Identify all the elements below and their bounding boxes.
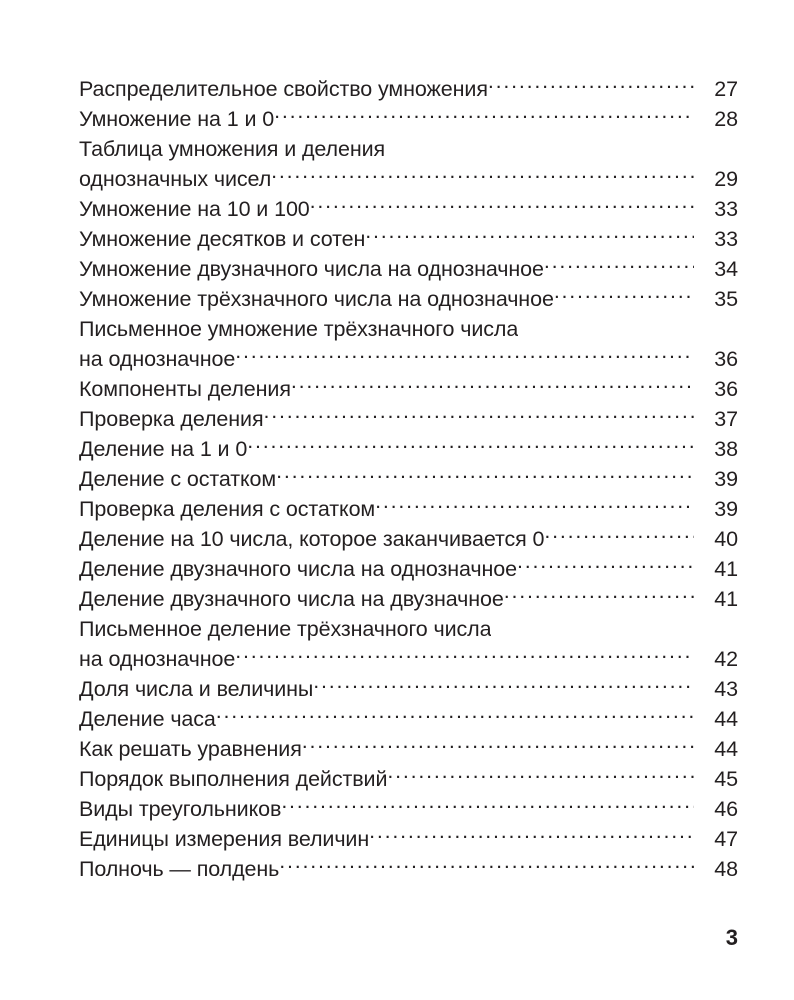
toc-entry-title: Умножение десятков и сотен bbox=[79, 227, 366, 251]
toc-entry-title: Распределительное свойство умножения bbox=[79, 77, 488, 101]
toc-dot-leader bbox=[302, 726, 694, 756]
toc-dot-leader bbox=[518, 306, 694, 336]
toc-entry-page-number: 39 bbox=[714, 467, 738, 491]
toc-dot-leader bbox=[385, 126, 694, 156]
toc-dot-leader bbox=[544, 516, 694, 546]
toc-entry-page-number: 36 bbox=[714, 347, 738, 371]
toc-entry-title: Полночь — полдень bbox=[79, 857, 280, 881]
toc-entry-title: Умножение на 10 и 100 bbox=[79, 197, 310, 221]
toc-entry-page-number: 44 bbox=[714, 737, 738, 761]
toc-entry-title: Деление двузначного числа на однозначное bbox=[79, 557, 517, 581]
toc-entry-title: Письменное деление трёхзначного числа bbox=[79, 617, 492, 641]
toc-dot-leader bbox=[369, 816, 694, 846]
page-folio-number: 3 bbox=[725, 925, 738, 950]
toc-entry-title: на однозначное bbox=[79, 347, 236, 371]
toc-entry-title: Таблица умножения и деления bbox=[79, 137, 386, 161]
toc-dot-leader bbox=[271, 156, 694, 186]
toc-entry-page-number: 37 bbox=[714, 407, 738, 431]
toc-entry-page-number: 38 bbox=[714, 437, 738, 461]
toc-entry-title: Умножение двузначного числа на однозначное bbox=[79, 257, 544, 281]
toc-dot-leader bbox=[365, 216, 694, 246]
toc-dot-leader bbox=[310, 186, 694, 216]
toc-entry-page-number: 35 bbox=[714, 287, 738, 311]
toc-entry[interactable] bbox=[79, 66, 738, 101]
toc-entry-page-number: 40 bbox=[714, 527, 738, 551]
toc-list bbox=[79, 66, 738, 881]
toc-dot-leader bbox=[274, 96, 694, 126]
toc-entry-title: Доля числа и величины bbox=[79, 677, 314, 701]
toc-dot-leader bbox=[276, 456, 694, 486]
toc-dot-leader bbox=[375, 486, 694, 516]
toc-dot-leader bbox=[281, 786, 694, 816]
toc-entry-page-number: 47 bbox=[714, 827, 738, 851]
toc-dot-leader bbox=[279, 846, 694, 876]
toc-entry-page-number: 44 bbox=[714, 707, 738, 731]
toc-entry-page-number: 34 bbox=[714, 257, 738, 281]
toc-dot-leader bbox=[291, 366, 694, 396]
toc-dot-leader bbox=[504, 576, 694, 606]
toc-entry-title: Деление с остатком bbox=[79, 467, 277, 491]
toc-entry-title: Единицы измерения величин bbox=[79, 827, 370, 851]
toc-entry-page-number: 46 bbox=[714, 797, 738, 821]
toc-entry-page-number: 36 bbox=[714, 377, 738, 401]
toc-entry-page-number: 33 bbox=[714, 197, 738, 221]
toc-entry-page-number: 45 bbox=[714, 767, 738, 791]
toc-entry-page-number: 39 bbox=[714, 497, 738, 521]
toc-entry-title: Деление на 1 и 0 bbox=[79, 437, 248, 461]
toc-entry-title: однозначных чисел bbox=[79, 167, 272, 191]
toc-dot-leader bbox=[491, 606, 694, 636]
toc-entry-title: Виды треугольников bbox=[79, 797, 282, 821]
toc-entry-page-number: 42 bbox=[714, 647, 738, 671]
toc-entry-title: Письменное умножение трёхзначного числа bbox=[79, 317, 519, 341]
toc-entry-title: Как решать уравнения bbox=[79, 737, 302, 761]
toc-dot-leader bbox=[554, 276, 694, 306]
toc-entry-page-number: 29 bbox=[714, 167, 738, 191]
toc-entry-title: Умножение трёхзначного числа на однозначное bbox=[79, 287, 554, 311]
toc-entry-page-number: 33 bbox=[714, 227, 738, 251]
toc-entry-title: на однозначное bbox=[79, 647, 236, 671]
toc-entry-page-number: 27 bbox=[714, 77, 738, 101]
toc-entry-page-number: 41 bbox=[714, 557, 738, 581]
toc-dot-leader bbox=[488, 66, 694, 96]
toc-entry-title: Деление двузначного числа на двузначное bbox=[79, 587, 504, 611]
toc-entry-page-number: 28 bbox=[714, 107, 738, 131]
toc-entry-page-number: 41 bbox=[714, 587, 738, 611]
toc-entry-page-number: 48 bbox=[714, 857, 738, 881]
toc-dot-leader bbox=[235, 636, 694, 666]
toc-dot-leader bbox=[517, 546, 694, 576]
toc-dot-leader bbox=[264, 396, 695, 426]
toc-entry-title: Компоненты деления bbox=[79, 377, 291, 401]
toc-dot-leader bbox=[235, 336, 694, 366]
toc-dot-leader bbox=[387, 756, 694, 786]
toc-dot-leader bbox=[544, 246, 694, 276]
toc-dot-leader bbox=[247, 426, 694, 456]
toc-dot-leader bbox=[216, 696, 694, 726]
toc-entry-title: Порядок выполнения действий bbox=[79, 767, 388, 791]
toc-entry-title: Деление на 10 числа, которое заканчивается 0 bbox=[79, 527, 545, 551]
toc-dot-leader bbox=[313, 666, 694, 696]
toc-entry-page-number: 43 bbox=[714, 677, 738, 701]
toc-entry-title: Проверка деления с остатком bbox=[79, 497, 376, 521]
toc-entry-title: Проверка деления bbox=[79, 407, 264, 431]
toc-entry-title: Деление часа bbox=[79, 707, 216, 731]
toc-entry-title: Умножение на 1 и 0 bbox=[79, 107, 275, 131]
